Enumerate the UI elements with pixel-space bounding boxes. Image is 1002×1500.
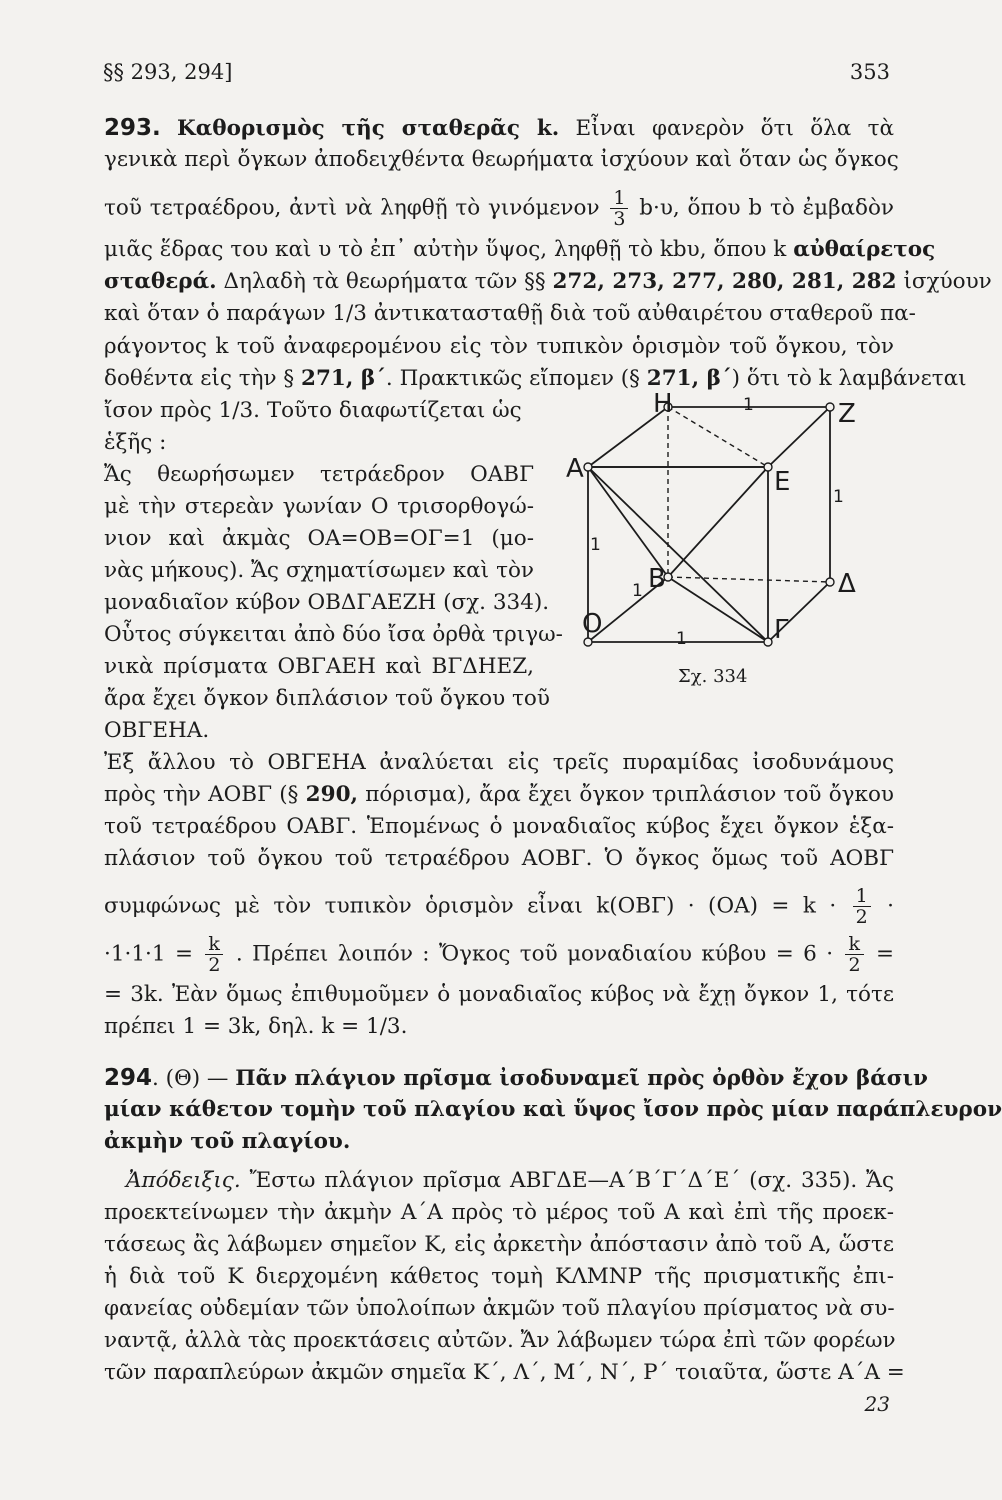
label-D: Δ [838, 569, 856, 599]
edge-A-B [588, 467, 668, 577]
running-header-sections: §§ 293, 294] [103, 60, 233, 84]
figure-334-cube [568, 382, 868, 692]
s293-line-9: ἴσον πρὸς 1/3. Τοῦτο διαφωτίζεται ὡς [104, 398, 522, 423]
s293-line-23: πλάσιον τοῦ ὄγκου τοῦ τετραέδρου ΑΟΒΓ. Ὁ ὄγκος ὅμως τοῦ ΑΟΒΓ [104, 846, 894, 871]
s293-line-4: μιᾶς ἕδρας του καὶ υ τὸ ἐπ᾿ αὐτὴν ὕψος, ληφθῇ τὸ kbυ, ὅπου k αὐθαίρετος [104, 237, 936, 262]
label-B: Β [648, 564, 666, 594]
s293-line-8: δοθέντα εἰς τὴν § 271, β΄. Πρακτικῶς εἴπομεν (§ 271, β΄) ὅτι τὸ k λαμβάνεται [104, 366, 967, 391]
unit-label-left: 1 [590, 535, 601, 555]
unit-label-top: 1 [743, 395, 754, 415]
label-E: Ε [774, 467, 791, 497]
s293-line-10: ἑξῆς : [104, 430, 167, 455]
label-G: Γ [774, 615, 789, 645]
s293-line-25: ·1·1·1 = $\frac{k}{2}$ . Πρέπει λοιπόν : Ὄγκος τοῦ μοναδιαίου κύβου = 6 · $\frac{k}{2}$ = [104, 933, 894, 976]
s293-line-6: καὶ ὅταν ὁ παράγων 1/3 ἀντικατασταθῇ διὰ τοῦ αὐθαιρέτου σταθεροῦ πα- [104, 301, 916, 326]
s294-title-line-3: ἀκμὴν τοῦ πλαγίου. [104, 1129, 351, 1154]
diag-B-E [668, 467, 768, 577]
fraction-k-half-a: $\frac{k}{2}$ [205, 934, 223, 975]
s293-line-5: σταθερά. Δηλαδὴ τὰ θεωρήματα τῶν §§ 272, 273, 277, 280, 281, 282 ἰσχύουν [104, 269, 992, 294]
footer-page-number: 23 [864, 1392, 890, 1416]
s293-line-11: Ἄς θεωρήσωμεν τετράεδρον ΟΑΒΓ [104, 462, 534, 487]
s293-line-26: = 3k. Ἐὰν ὅμως ἐπιθυμοῦμεν ὁ μοναδιαῖος κύβος νὰ ἔχῃ ὄγκον 1, τότε [104, 982, 894, 1007]
s293-line-3: τοῦ τετραέδρου, ἀντὶ νὰ ληφθῇ τὸ γινόμενον $\frac{1}{3}$ b·υ, ὅπου b τὸ ἐμβαδὸν [104, 187, 894, 230]
s293-line-7: ράγοντος k τοῦ ἀναφερομένου εἰς τὸν τυπικὸν ὁρισμὸν τοῦ ὄγκου, τὸν [104, 334, 894, 359]
s293-line-20: Ἐξ ἄλλου τὸ ΟΒΓΕΗΑ ἀναλύεται εἰς τρεῖς πυραμίδας ἰσοδυνάμους [104, 750, 894, 775]
fraction-k-half-b: $\frac{k}{2}$ [845, 934, 863, 975]
unit-label-bottom: 1 [676, 629, 687, 649]
figure-caption: Σχ. 334 [678, 666, 748, 687]
s294-title-line-2: μίαν κάθετον τομὴν τοῦ πλαγίου καὶ ὕψος ἴσον πρὸς μίαν παράπλευρον [104, 1097, 1002, 1122]
s293-line-16: Οὗτος σύγκειται ἀπὸ δύο ἴσα ὀρθὰ τριγω- [104, 622, 563, 647]
hidden-edge-B-D [668, 577, 830, 582]
s294-proof-line-6: ναντᾷ, ἀλλὰ τὰς προεκτάσεις αὐτῶν. Ἄν λάβωμεν τώρα ἐπὶ τῶν φορέων [104, 1328, 896, 1353]
unit-label-right: 1 [833, 487, 844, 507]
edge-E-Z [768, 407, 830, 467]
s294-proof-line-5: φανείας οὐδεμίαν τῶν ὑπολοίπων ἀκμῶν τοῦ πλαγίου πρίσματος νὰ συ- [104, 1296, 895, 1321]
label-H: Η [653, 389, 673, 419]
s293-line-18: ἄρα ἔχει ὄγκον διπλάσιον τοῦ ὄγκου τοῦ [104, 686, 550, 711]
running-header-page-number: 353 [849, 60, 890, 84]
s294-proof-line-2: προεκτείνωμεν τὴν ἀκμὴν Α΄Α πρὸς τὸ μέρος τοῦ Α καὶ ἐπὶ τῆς προεκ- [104, 1200, 894, 1225]
s293-line-12: μὲ τὴν στερεὰν γωνίαν Ο τρισορθογώ- [104, 494, 534, 519]
s294-proof-line-7: τῶν παραπλεύρων ἀκμῶν σημεῖα Κ΄, Λ΄, Μ΄, Ν΄, Ρ΄ τοιαῦτα, ὥστε Α΄Α = [104, 1360, 905, 1385]
s293-line-22: τοῦ τετραέδρου ΟΑΒΓ. Ἑπομένως ὁ μοναδιαῖος κύβος ἔχει ὄγκον ἑξα- [104, 814, 894, 839]
s294-proof-line-3: τάσεως ἂς λάβωμεν σημεῖον Κ, εἰς ἀρκετὴν ἀπόστασιν ἀπὸ τοῦ Α, ὥστε [104, 1232, 894, 1257]
s293-line-14: νὰς μήκους). Ἄς σχηματίσωμεν καὶ τὸν [104, 558, 534, 583]
s293-line-13: νιον καὶ ἀκμὰς ΟΑ=ΟΒ=ΟΓ=1 (μο- [104, 526, 534, 551]
s293-line-21: πρὸς τὴν ΑΟΒΓ (§ 290, πόρισμα), ἄρα ἔχει ὄγκον τριπλάσιον τοῦ ὄγκου [104, 782, 894, 807]
section-title: Καθορισμὸς τῆς σταθερᾶς k. [177, 116, 560, 141]
s294-title-line-1: 294. (Θ) — Πᾶν πλάγιον πρῖσμα ἰσοδυναμεῖ πρὸς ὀρθὸν ἔχον βάσιν [104, 1065, 928, 1091]
label-Z: Z [838, 399, 856, 429]
s293-line-24: συμφώνως μὲ τὸν τυπικὸν ὁρισμὸν εἶναι k(ΟΒΓ) · (ΟΑ) = k · $\frac{1}{2}$ · [104, 885, 894, 928]
s293-line-17: νικὰ πρίσματα ΟΒΓΑΕΗ καὶ ΒΓΔΗΕΖ, [104, 654, 534, 679]
s294-proof-line-1: Ἀπόδειξις. Ἔστω πλάγιον πρῖσμα ΑΒΓΔΕ—Α΄Β΄Γ΄Δ΄Ε΄ (σχ. 335). Ἄς [104, 1167, 894, 1195]
section-number: 293 [104, 115, 153, 141]
fraction-one-third: $\frac{1}{3}$ [610, 188, 628, 229]
diag-A-G [588, 467, 768, 642]
label-A: Α [566, 454, 584, 484]
label-O: Ο [582, 609, 603, 639]
hidden-diag-H-E [668, 407, 768, 467]
proof-label: Ἀπόδειξις. [126, 1168, 241, 1193]
fraction-one-half: $\frac{1}{2}$ [853, 886, 871, 927]
unit-label-diag: 1 [632, 581, 643, 601]
s293-line-15: μοναδιαῖον κύβον ΟΒΔΓΑΕΖΗ (σχ. 334). [104, 590, 550, 615]
s293-line-1: 293. Καθορισμὸς τῆς σταθερᾶς k. Εἶναι φανερὸν ὅτι ὅλα τὰ [104, 115, 894, 141]
s293-line-2: γενικὰ περὶ ὄγκων ἀποδειχθέντα θεωρήματα ἰσχύουν καὶ ὅταν ὡς ὄγκος [104, 147, 899, 172]
section-number: 294 [104, 1065, 153, 1091]
s293-line-27: πρέπει 1 = 3k, δηλ. k = 1/3. [104, 1014, 408, 1039]
s294-proof-line-4: ἡ διὰ τοῦ Κ διερχομένη κάθετος τομὴ ΚΛΜΝΡ τῆς πρισματικῆς ἐπι- [104, 1264, 894, 1289]
s293-line-19: ΟΒΓΕΗΑ. [104, 718, 210, 743]
